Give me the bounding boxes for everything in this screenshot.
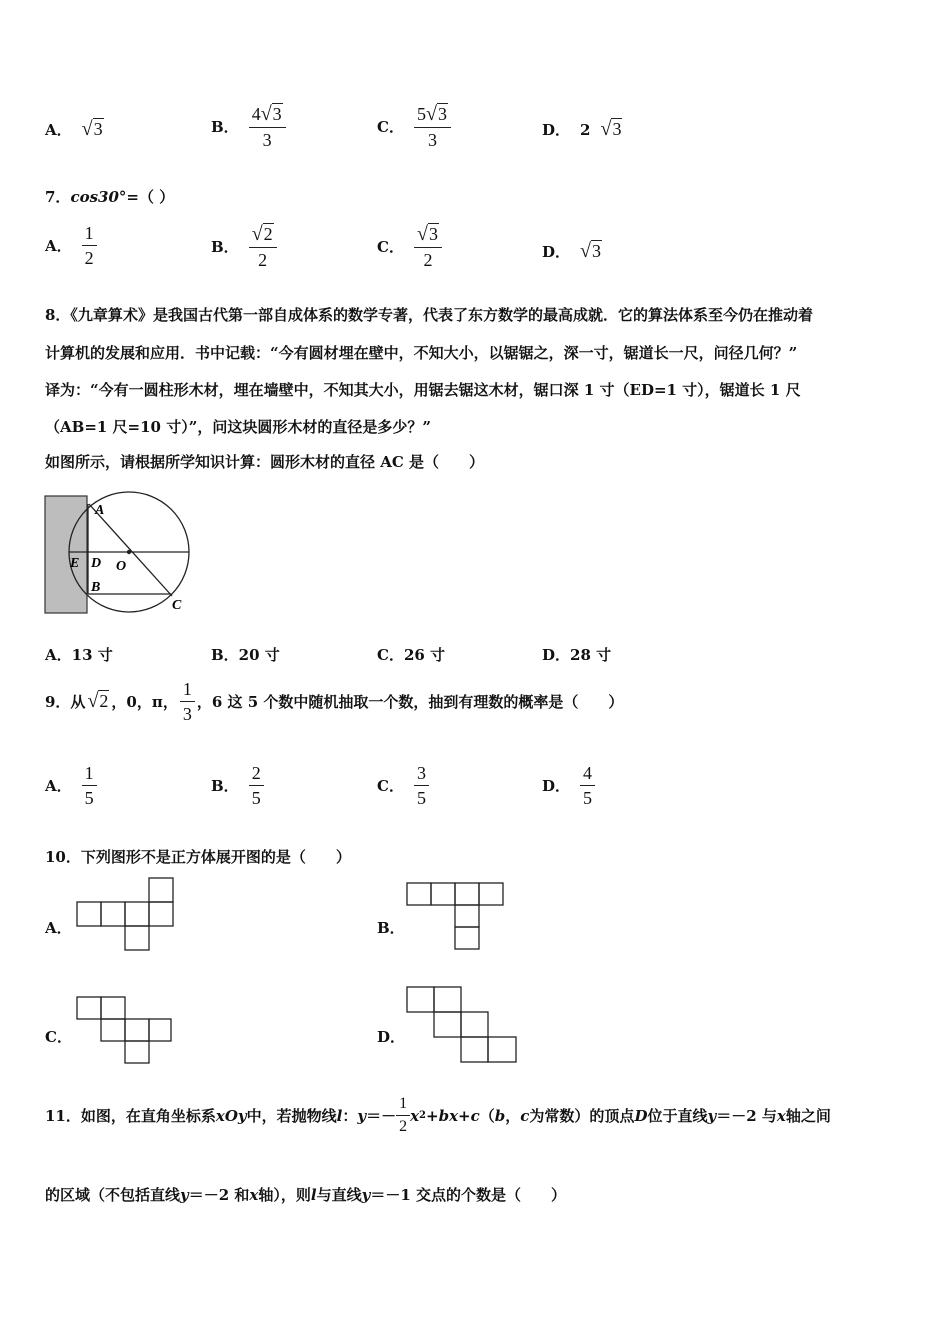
q7-stem: 7．cos30°=（ ） (45, 188, 175, 206)
q7-option-a[interactable] (45, 224, 97, 267)
coefficient: 2 (580, 120, 591, 139)
option-letter: B． (211, 238, 239, 256)
q10-option-b-label[interactable]: B． (377, 919, 405, 937)
q9-option-a[interactable] (45, 764, 97, 807)
fraction: $\frac{1}{2}$ (396, 1096, 410, 1135)
q8-option-d[interactable]: D．28 寸 (542, 646, 612, 664)
q10-option-a-label[interactable]: A． (45, 919, 72, 937)
label-b: B (91, 580, 101, 595)
sqrt-expression: √3 (580, 240, 601, 262)
q6-option-c[interactable] (377, 104, 451, 149)
center-point (127, 550, 131, 554)
fraction: $\frac{2}{5}$ (249, 764, 264, 807)
q10-option-c-net[interactable] (75, 995, 175, 1065)
option-letter: A． (45, 777, 72, 795)
q8-line-3: 译为：“今有一圆柱形木材，埋在墙壁中，不知其大小，用锯去锯这木材，锯口深 1 寸（ED=1 寸），锯道长 1 尺 (45, 381, 801, 399)
option-letter: B． (211, 777, 239, 795)
q10-option-d-net[interactable] (406, 985, 520, 1065)
q8-option-c[interactable]: C．26 寸 (377, 646, 446, 664)
q8-line-5: 如图所示，请根据所学知识计算：圆形木材的直径 AC 是（ ） (45, 453, 485, 471)
fraction: $\frac{4}{5}$ (580, 764, 595, 807)
fraction: $\frac{5√3}{3}$ (414, 104, 451, 149)
q9-option-d[interactable] (542, 764, 595, 807)
label-o: O (116, 559, 127, 574)
fraction: $\frac{1}{3}$ (180, 680, 195, 723)
wall (45, 496, 87, 613)
q6-option-d[interactable] (542, 118, 622, 141)
option-letter: D． (542, 243, 571, 261)
sqrt-expression: √3 (81, 118, 103, 140)
sqrt-expression: √3 (600, 118, 622, 140)
q7-option-c[interactable] (377, 224, 442, 269)
q10-option-b-net[interactable] (406, 882, 506, 950)
q8-line-1: 8．《九章算术》是我国古代第一部自成体系的数学专著，代表了东方数学的最高成就．它的算法体系至今仍在推动着 (45, 306, 813, 324)
option-letter: D． (542, 121, 571, 139)
fraction: $\frac{1}{2}$ (82, 224, 97, 267)
q11-line-2: 的区域（不包括直线y＝－2 和x轴），则l与直线y＝－1 交点的个数是（ ） (45, 1186, 566, 1204)
label-e: E (70, 556, 80, 571)
fraction: $\frac{4√3}{3}$ (249, 104, 286, 149)
label-c: C (172, 598, 182, 613)
option-letter: C． (377, 238, 404, 256)
q11-line-1: 11．如图，在直角坐标系 xOy 中，若抛物线 l ： y ＝－ $\frac{1}{2}$ x 2 + bx + c （ b ， c 为常数）的顶点 D 位于直线 y ＝－2 与 x 轴之间 (45, 1095, 831, 1135)
fraction: $\frac{√3}{2}$ (414, 224, 442, 269)
sqrt-expression: √2 (87, 690, 109, 712)
q9-option-b[interactable] (211, 764, 264, 807)
q6-options (45, 100, 925, 160)
q10-option-a-net[interactable] (75, 877, 175, 951)
option-letter: D． (542, 777, 571, 795)
q6-option-b[interactable] (211, 104, 286, 149)
q7-options (45, 222, 925, 282)
q7-option-b[interactable] (211, 224, 277, 269)
q9-options (45, 764, 925, 814)
label-a: A (95, 503, 105, 518)
q10-option-c-label[interactable]: C． (45, 1028, 72, 1046)
fraction: $\frac{√2}{2}$ (249, 224, 277, 269)
label-d: D (91, 556, 102, 571)
q9-stem: 9．从 √2 ，0，π， $\frac{1}{3}$ ，6 这 5 个数中随机抽取一个数，抽到有理数的概率是（ ） (45, 679, 624, 724)
option-letter: B． (211, 118, 239, 136)
fraction: $\frac{3}{5}$ (414, 764, 429, 807)
q8-line-4: （AB=1 尺=10 寸）”，问这块圆形木材的直径是多少？” (45, 418, 431, 436)
fraction: $\frac{1}{5}$ (82, 764, 97, 807)
option-letter: C． (377, 118, 404, 136)
q10-option-d-label[interactable]: D． (377, 1028, 406, 1046)
q8-line-2: 计算机的发展和应用．书中记载：“今有圆材埋在壁中，不知大小，以锯锯之，深一寸，锯道长一尺，问径几何？” (45, 344, 798, 362)
option-letter: A． (45, 237, 72, 255)
option-letter: C． (377, 777, 404, 795)
q8-option-b[interactable]: B．20 寸 (211, 646, 280, 664)
circle-wood-figure (44, 488, 194, 618)
option-letter: A． (45, 121, 72, 139)
q7-option-d[interactable] (542, 240, 602, 263)
q6-option-a[interactable] (45, 118, 104, 141)
q8-option-a[interactable]: A．13 寸 (45, 646, 113, 664)
q10-stem: 10．下列图形不是正方体展开图的是（ ） (45, 848, 351, 866)
q9-option-c[interactable] (377, 764, 429, 807)
